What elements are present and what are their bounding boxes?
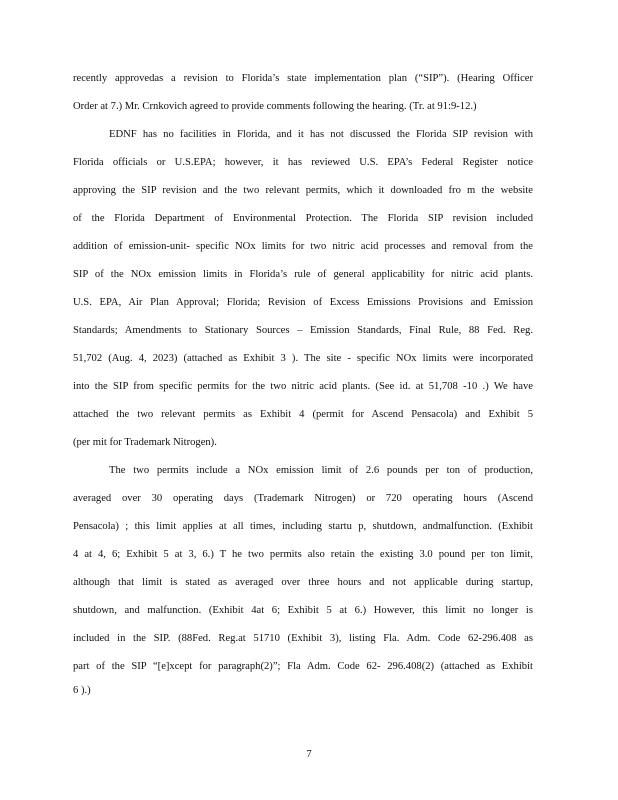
body-text-line: addition of emission-unit- specific NOx limits for two nitric acid processes and removal from the (73, 241, 533, 252)
body-text-line: 51,702 (Aug. 4, 2023) (attached as Exhibit 3 ). The site - specific NOx limits were incorporated (73, 353, 533, 364)
body-text-line: averaged over 30 operating days (Trademark Nitrogen) or 720 operating hours (Ascend (73, 493, 533, 504)
body-text-line: shutdown, and malfunction. (Exhibit 4at 6; Exhibit 5 at 6.) However, this limit no longer is (73, 605, 533, 616)
body-text-line: Order at 7.) Mr. Crnkovich agreed to provide comments following the hearing. (Tr. at 91:9-12.) (73, 101, 477, 112)
body-text-line: 4 at 4, 6; Exhibit 5 at 3, 6.) T he two permits also retain the existing 3.0 pound per ton limit, (73, 549, 533, 560)
body-text-line: attached the two relevant permits as Exhibit 4 (permit for Ascend Pensacola) and Exhibit 5 (73, 409, 533, 420)
body-text-line: SIP of the NOx emission limits in Florida’s rule of general applicability for nitric acid plants. (73, 269, 533, 280)
body-text-line: part of the SIP “[e]xcept for paragraph(2)”; Fla Adm. Code 62- 296.408(2) (attached as Exhibit (73, 661, 533, 672)
body-text-line: Standards; Amendments to Stationary Sources – Emission Standards, Final Rule, 88 Fed. Reg. (73, 325, 533, 336)
body-text-line: The two permits include a NOx emission limit of 2.6 pounds per ton of production, (109, 465, 533, 476)
body-text-line: U.S. EPA, Air Plan Approval; Florida; Revision of Excess Emissions Provisions and Emission (73, 297, 533, 308)
body-text-line: approving the SIP revision and the two relevant permits, which it downloaded fro m the website (73, 185, 533, 196)
body-text-line: (per mit for Trademark Nitrogen). (73, 437, 217, 448)
body-text-line: Florida officials or U.S.EPA; however, it has reviewed U.S. EPA’s Federal Register notice (73, 157, 533, 168)
body-text-line: Pensacola) ; this limit applies at all times, including startu p, shutdown, andmalfunction. (Exhibit (73, 521, 533, 532)
body-text-line: EDNF has no facilities in Florida, and it has not discussed the Florida SIP revision with (109, 129, 533, 140)
page-number: 7 (306, 749, 312, 760)
body-text-line: of the Florida Department of Environmental Protection. The Florida SIP revision included (73, 213, 533, 224)
body-text-line: recently approvedas a revision to Florida’s state implementation plan (“SIP”). (Hearing Officer (73, 73, 533, 84)
body-text-line: included in the SIP. (88Fed. Reg.at 51710 (Exhibit 3), listing Fla. Adm. Code 62-296.408 as (73, 633, 533, 644)
body-text-line: although that limit is stated as averaged over three hours and not applicable during startup, (73, 577, 533, 588)
body-text-line: 6 ).) (73, 685, 91, 696)
body-text-line: into the SIP from specific permits for the two nitric acid plants. (See id. at 51,708 -10 .) We have (73, 381, 533, 392)
